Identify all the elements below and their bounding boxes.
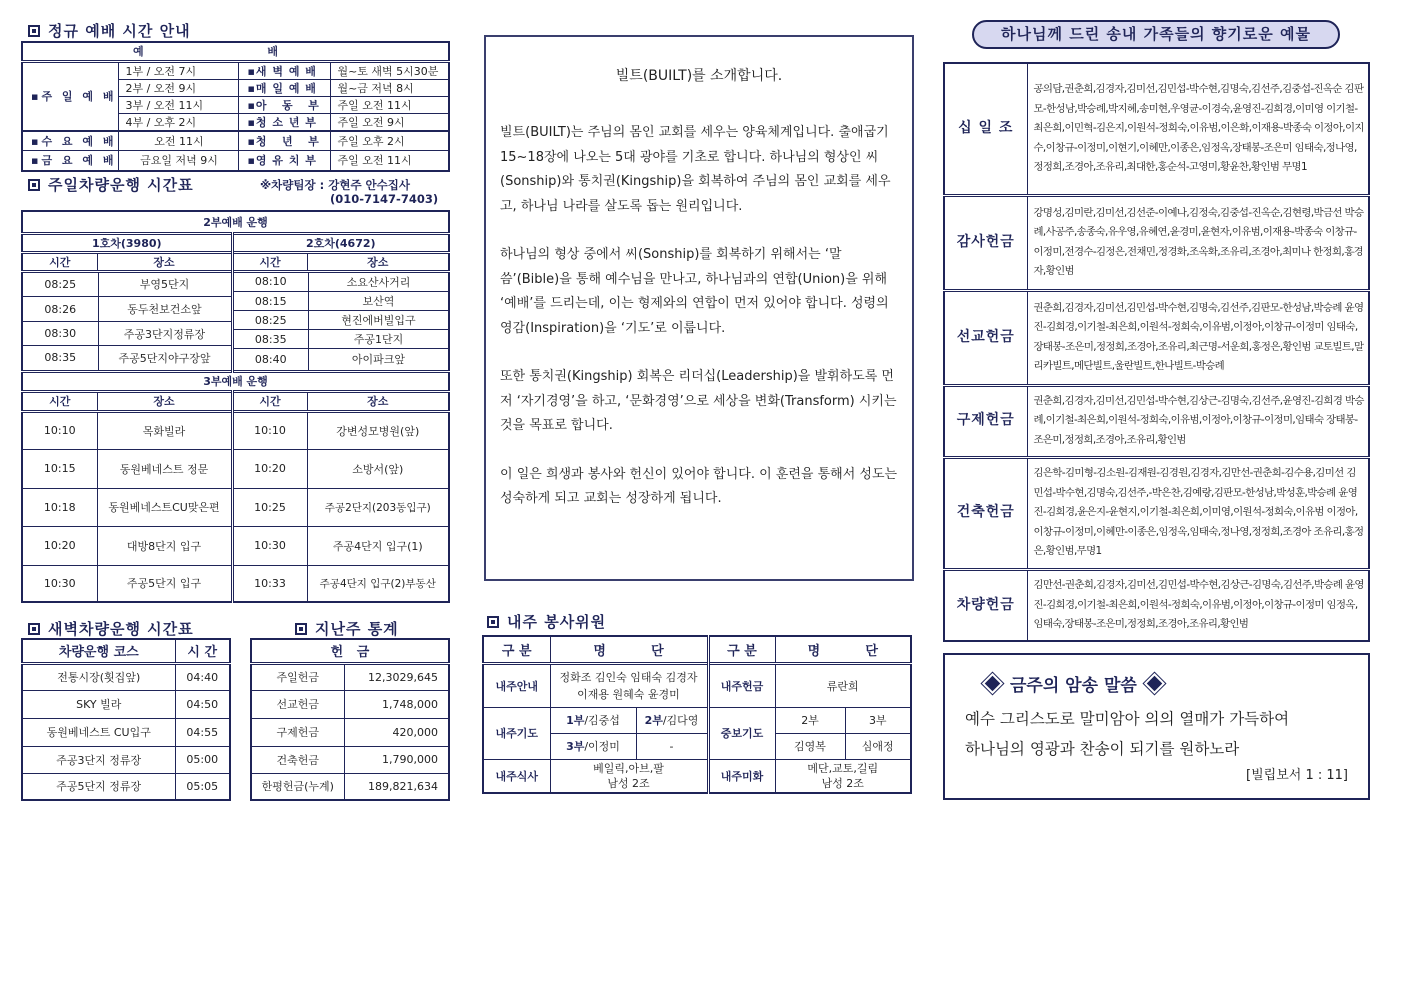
bus-time: 10:10 xyxy=(232,411,307,449)
stats-table xyxy=(250,638,450,801)
offerings-title: 하나님께 드린 송내 가족들의 향기로운 예물 xyxy=(972,20,1340,49)
col-names: 명 단 xyxy=(775,636,911,663)
bus-time: 08:30 xyxy=(23,322,98,346)
service-time: 주일 오전 11시 xyxy=(331,151,449,171)
bus-leader-phone: (010-7147-7403) xyxy=(330,192,439,206)
time: 05:00 xyxy=(175,746,230,773)
time: 04:50 xyxy=(175,690,230,718)
diamond-icon xyxy=(985,676,1001,692)
bus-stop: 주공4단지 입구(1) xyxy=(307,526,449,565)
offering-row xyxy=(944,290,1369,385)
table-row xyxy=(22,411,449,449)
course: 주공5단지 정류장 xyxy=(22,773,175,800)
bus-time: 08:35 xyxy=(234,330,309,349)
wednesday-time: 오전 11시 xyxy=(119,131,239,151)
offering-row xyxy=(944,385,1369,457)
bus-time: 10:20 xyxy=(22,526,97,565)
bus-stop: 소요산사거리 xyxy=(309,273,449,292)
square-bullet-icon xyxy=(28,25,40,37)
square-bullet-icon xyxy=(28,179,40,191)
wednesday-service-label: ▪수 요 예 배 xyxy=(22,131,119,151)
table-row xyxy=(251,773,449,800)
stats-section-title: 지난주 통계 xyxy=(295,618,399,639)
bus-stop: 주공3단지정류장 xyxy=(98,322,231,346)
bus-time: 10:10 xyxy=(22,411,97,449)
prayer-entry: - xyxy=(636,733,708,759)
offerings-table xyxy=(943,62,1370,642)
service-label: ▪청 소 년 부 xyxy=(239,113,331,131)
bus-stop: 현진에버빌입구 xyxy=(309,311,449,330)
stats-header: 헌 금 xyxy=(251,639,449,663)
offering-amount: 420,000 xyxy=(344,718,449,746)
col-time: 시간 xyxy=(22,252,97,271)
offering-donors: 김만선-권춘희,김경자,김미선,김민섭-박수현,김상근-김명숙,김선주,박승례 윤영진-김희경,이기철-최은희,이원석-정희숙,이유범,이정아,이창규-이정미 임정옥,임태숙,장태봉-조은미,정정희,조경아,조유리,황인범 xyxy=(1027,569,1369,641)
col-course: 차량운행 코스 xyxy=(22,639,175,663)
intercession-name: 심애정 xyxy=(845,733,911,759)
bus-time: 08:35 xyxy=(23,346,98,370)
service-label: ▪청 년 부 xyxy=(239,131,331,151)
table-row xyxy=(22,449,449,488)
offering-category: 선교헌금 xyxy=(944,290,1027,385)
bus-stop: 주공5단지야구장앞 xyxy=(98,346,231,370)
offering-donors: 김은학-김미형-김소원-김재원-김경원,김경자,김만선-권춘희-김수용,김미선 김민섭-박수현,김명숙,김선주,-박은찬,김예랑,김판모-한성남,박성훈,박승례 윤영진-김희경,윤은지-윤현지,이기철-최은희,이미영,이원석-정희숙,이유범 이정아,이창규-이정미,이혜만-이종은,임정옥,임태숙,정나영,정정희,조경아 조유리,홍정은,황인범,무명1 xyxy=(1027,457,1369,569)
verse-reference: [빌립보서 1 : 11] xyxy=(1246,768,1348,783)
time: 04:40 xyxy=(175,663,230,690)
course: 동원베네스트 CU입구 xyxy=(22,718,175,746)
bus-stop: 보산역 xyxy=(309,292,449,311)
bus-stop: 강변성모병원(앞) xyxy=(307,411,449,449)
guide-names: 정화조 김인숙 임태숙 김경자 이재용 원혜숙 윤경미 xyxy=(550,663,708,707)
table-row xyxy=(22,526,449,565)
guide-label: 내주안내 xyxy=(483,663,550,707)
service-label: ▪영 유 치 부 xyxy=(239,151,331,171)
bus-time: 10:30 xyxy=(232,526,307,565)
bus-stop: 대방8단지 입구 xyxy=(97,526,232,565)
bus-time: 10:18 xyxy=(22,488,97,526)
table-row xyxy=(22,663,230,690)
table-row xyxy=(22,690,230,718)
service-time: 주일 오전 11시 xyxy=(331,96,449,113)
col-time: 시간 xyxy=(232,252,307,271)
offering-type: 선교헌금 xyxy=(251,690,344,718)
intercession-name: 김영복 xyxy=(775,733,845,759)
col-division: 구 분 xyxy=(708,636,775,663)
col-place: 장소 xyxy=(307,391,449,411)
bus-stop: 주공2단지(203동입구) xyxy=(307,488,449,526)
service-label: ▪매 일 예 배 xyxy=(239,79,331,96)
bus-stop: 동원베네스트CU맞은편 xyxy=(97,488,232,526)
bus-time: 08:25 xyxy=(23,273,98,297)
course: 전통시장(횟집앞) xyxy=(22,663,175,690)
intercession-part: 2부 xyxy=(775,707,845,733)
offering-type: 구제헌금 xyxy=(251,718,344,746)
offering-type: 한평헌금(누계) xyxy=(251,773,344,800)
time: 05:05 xyxy=(175,773,230,800)
service-time: 주일 오후 2시 xyxy=(331,131,449,151)
bus-stop: 동원베네스트 정문 xyxy=(97,449,232,488)
built-paragraph: 빌트(BUILT)는 주님의 몸인 교회를 세우는 양육체계입니다. 출애굽기 15~18장에 나오는 5대 광야를 기초로 합니다. 하나님의 형상인 씨(Sonship)와 통치권(Kingship)을 회복하여 주님의 몸인 교회를 세우고, 하나님 나라를 살도록 돕는 원리입니다. xyxy=(500,125,891,214)
sunday-service-label: ▪주 일 예 배 xyxy=(22,61,119,131)
service-time: 월~토 새벽 5시30분 xyxy=(331,61,449,79)
sunday-time: 4부 / 오후 2시 xyxy=(119,113,239,131)
course: SKY 빌라 xyxy=(22,690,175,718)
table-row xyxy=(251,690,449,718)
friday-service-label: ▪금 요 예 배 xyxy=(22,151,119,171)
meal-label: 내주식사 xyxy=(483,759,550,793)
service2-title: 2부예배 운행 xyxy=(22,211,449,233)
bus-time: 08:25 xyxy=(234,311,309,330)
bus-stop: 주공1단지 xyxy=(309,330,449,349)
bus-stop: 아이파크앞 xyxy=(309,349,449,370)
intercession-label: 중보기도 xyxy=(708,707,775,759)
table-row xyxy=(251,663,449,690)
offering-amount: 1,790,000 xyxy=(344,746,449,773)
built-paragraph: 하나님의 형상 중에서 씨(Sonship)를 회복하기 위해서는 ‘말씀’(Bible)을 통해 예수님을 만나고, 하나님과의 연합(Union)을 위해 ‘예배’를 드리는데, 이는 형제와의 연합이 먼저 있어야 합니다. 성령의 영감(Inspiration)을 ‘기도’로 이룹니다. xyxy=(500,247,889,336)
bus-stop: 주공4단지 입구(2)부동산 xyxy=(307,565,449,602)
offering-category: 건축헌금 xyxy=(944,457,1027,569)
bus-time: 08:10 xyxy=(234,273,309,292)
offering-amount: 189,821,634 xyxy=(344,773,449,800)
bus-stop: 소방서(앞) xyxy=(307,449,449,488)
bus-stop: 동두천보건소앞 xyxy=(98,297,231,322)
bus-leader: ※차량팀장 : 강현주 안수집사 xyxy=(260,178,410,192)
bus-time: 10:30 xyxy=(22,565,97,602)
bus-time: 10:20 xyxy=(232,449,307,488)
bus1-title: 1호차(3980) xyxy=(22,233,232,252)
table-row xyxy=(22,746,230,773)
memory-verse-box xyxy=(943,653,1370,800)
offering-type: 건축헌금 xyxy=(251,746,344,773)
offering-donors: 권춘희,김경자,김미선,김민섭-박수현,김상근-김명숙,김선주,윤영진-김희경 박승례,이기철-최은희,이원석-정희숙,이유범,이정아,이창규-이정미,임태숙 장태봉-조은미,정정희,조경아,조유리,황인범 xyxy=(1027,385,1369,457)
built-title: 빌트(BUILT)를 소개합니다. xyxy=(615,68,783,84)
col-names: 명 단 xyxy=(550,636,708,663)
col-division: 구 분 xyxy=(483,636,550,663)
prayer-entry: 3부/이정미 xyxy=(550,733,636,759)
meal-names: 베일릭,아브,팔 남성 2조 xyxy=(550,759,708,793)
offering-amount: 1,748,000 xyxy=(344,690,449,718)
worship-section-title: 정규 예배 시간 안내 xyxy=(28,20,191,41)
prayer-entry: 1부/김중섭 xyxy=(550,707,636,733)
table-row xyxy=(22,565,449,602)
verse-title: 금주의 암송 말씀 xyxy=(981,671,1348,696)
service-label: ▪아 동 부 xyxy=(239,96,331,113)
volunteers-table xyxy=(482,635,912,794)
square-bullet-icon xyxy=(295,623,307,635)
col-time: 시간 xyxy=(22,391,97,411)
bus-stop: 부영5단지 xyxy=(98,273,231,297)
offering-name: 류란희 xyxy=(775,663,911,707)
prayer-entry: 2부/김다영 xyxy=(636,707,708,733)
offering-donors: 강명성,김미란,김미선,김선준-이예나,김정숙,김중섭-진옥순,김현령,박금선 박승례,사공주,송종숙,유우영,유혜연,윤경미,윤현자,이유범,이재용-박종숙 이창규-이정미,전경수-김정은,전채민,정경화,조옥화,조유리,조경아,최미나 한정희,홍경자,황인범 xyxy=(1027,195,1369,290)
service-time: 월~금 저녁 8시 xyxy=(331,79,449,96)
offering-type: 주일헌금 xyxy=(251,663,344,690)
col-place: 장소 xyxy=(97,252,232,271)
col-time: 시 간 xyxy=(175,639,230,663)
table-row xyxy=(251,718,449,746)
diamond-icon xyxy=(1147,676,1163,692)
bus-stop: 목화빌라 xyxy=(97,411,232,449)
flower-label: 내주미화 xyxy=(708,759,775,793)
bus-stop: 주공5단지 입구 xyxy=(97,565,232,602)
built-paragraph: 이 일은 희생과 봉사와 헌신이 있어야 합니다. 이 훈련을 통해서 성도는 성숙하게 되고 교회는 성장하게 됩니다. xyxy=(500,466,898,506)
worship-header: 예 배 xyxy=(22,42,449,61)
verse-line: 하나님의 영광과 찬송이 되기를 원하노라 xyxy=(965,740,1240,758)
built-paragraph: 또한 통치권(Kingship) 회복은 리더십(Leadership)을 발휘하도록 먼저 ‘자기경영’을 하고, ‘문화경영’으로 세상을 변화(Transform) 시키는 것을 목표로 합니다. xyxy=(500,369,897,433)
offering-row xyxy=(944,195,1369,290)
col-place: 장소 xyxy=(307,252,449,271)
verse-line: 예수 그리스도로 말미암아 의의 열매가 가득하여 xyxy=(965,710,1290,728)
offering-donors: 권춘희,김경자,김미선,김민섭-박수현,김명숙,김선주,김판모-한성남,박승례 윤영진-김희경,이기철-최은희,이원석-정희숙,이유범,이정아,이창규-이정미 임태숙,장태봉-조은미,정정희,조경아,조유리,최근명-서운희,홍정은,황인범 교토빌트,말리카빌트,메단빌트,울란빌트,한나빌트-박승례 xyxy=(1027,290,1369,385)
sunday-time: 3부 / 오전 11시 xyxy=(119,96,239,113)
sunday-bus-table xyxy=(21,210,450,603)
offering-row xyxy=(944,457,1369,569)
prayer-label: 내주기도 xyxy=(483,707,550,759)
bus-time: 10:25 xyxy=(232,488,307,526)
offering-donors: 공의담,권춘희,김경자,김미선,김민섭-박수현,김명숙,김선주,김중섭-진옥순 김판모-한성남,박승례,박지혜,송미현,우영균-이경숙,윤영진-김희경,이미영 이기철-최은희,이민혁-김은지,이원석-정희숙,이유범,이은화,이재용-박종숙 이정아,이지수,이창규-이정미,이현기,이혜만,이종은,임정옥,장태봉-조은미 임태숙,정나영,정정희,조경아,조유리,최대한,홍순석-고영미,황윤찬,황인범 무명1 xyxy=(1027,63,1369,195)
offering-category: 구제헌금 xyxy=(944,385,1027,457)
bus-time: 10:15 xyxy=(22,449,97,488)
sunday-time: 1부 / 오전 7시 xyxy=(119,61,239,79)
bus-time: 08:15 xyxy=(234,292,309,311)
offering-amount: 12,3029,645 xyxy=(344,663,449,690)
flower-names: 메단,교토,길림 남성 2조 xyxy=(775,759,911,793)
square-bullet-icon xyxy=(28,623,40,635)
bus-time: 08:40 xyxy=(234,349,309,370)
offering-row xyxy=(944,63,1369,195)
table-row xyxy=(22,488,449,526)
sunday-bus-section-title: 주일차량운행 시간표 xyxy=(28,174,194,195)
bus1-schedule xyxy=(23,273,231,370)
time: 04:55 xyxy=(175,718,230,746)
worship-times-table xyxy=(21,41,450,172)
dawn-bus-table xyxy=(21,638,231,801)
intercession-part: 3부 xyxy=(845,707,911,733)
bus2-schedule xyxy=(234,273,449,370)
dawn-bus-section-title: 새벽차량운행 시간표 xyxy=(28,618,194,639)
offering-category: 십 일 조 xyxy=(944,63,1027,195)
service-time: 주일 오전 9시 xyxy=(331,113,449,131)
offering-label: 내주헌금 xyxy=(708,663,775,707)
sunday-time: 2부 / 오전 9시 xyxy=(119,79,239,96)
bus-time: 10:33 xyxy=(232,565,307,602)
square-bullet-icon xyxy=(487,616,499,628)
offering-row xyxy=(944,569,1369,641)
offering-category: 차량헌금 xyxy=(944,569,1027,641)
offering-category: 감사헌금 xyxy=(944,195,1027,290)
bus2-title: 2호차(4672) xyxy=(232,233,449,252)
table-row xyxy=(22,773,230,800)
col-time: 시간 xyxy=(232,391,307,411)
friday-time: 금요일 저녁 9시 xyxy=(119,151,239,171)
service3-title: 3부예배 운행 xyxy=(22,371,449,391)
volunteers-section-title: 내주 봉사위원 xyxy=(487,611,606,632)
col-place: 장소 xyxy=(97,391,232,411)
service-label: ▪새 벽 예 배 xyxy=(239,61,331,79)
table-row xyxy=(22,718,230,746)
bus-time: 08:26 xyxy=(23,297,98,322)
course: 주공3단지 정류장 xyxy=(22,746,175,773)
table-row xyxy=(251,746,449,773)
built-intro-box xyxy=(484,35,914,581)
